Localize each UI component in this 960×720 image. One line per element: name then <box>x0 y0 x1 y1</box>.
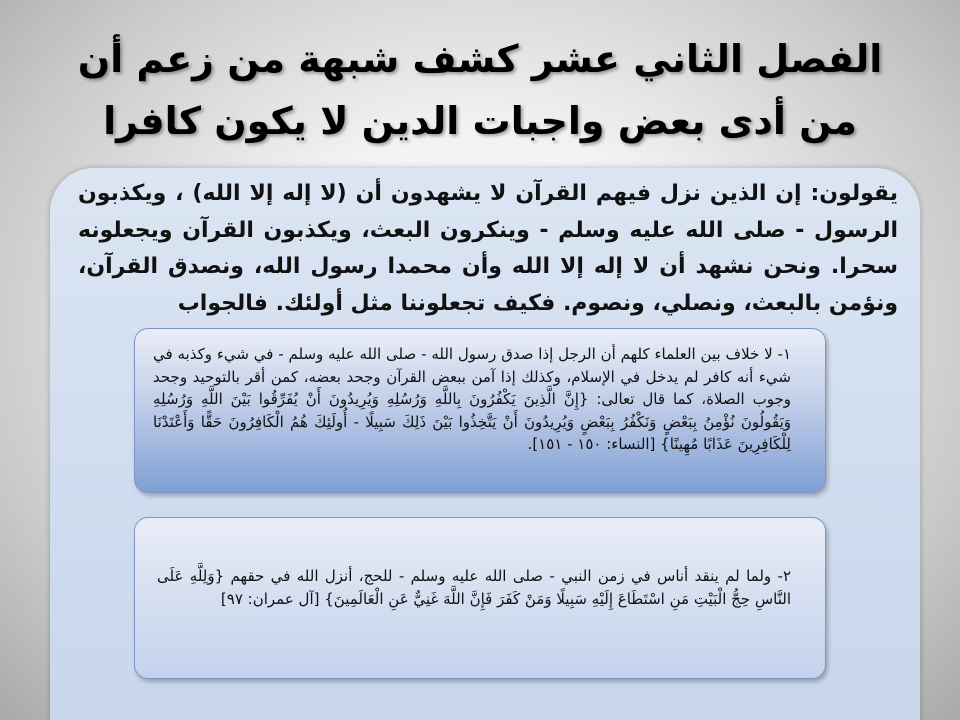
slide-title: الفصل الثاني عشر كشف شبهة من زعم أن من أدى بعض واجبات الدين لا يكون كافرا <box>77 37 883 143</box>
answer-text-2: ٢- ولما لم ينقد أناس في زمن النبي - صلى الله عليه وسلم - للحج، أنزل الله في حقهم {وَلِلَّهِ عَلَى النَّاسِ حِجُّ الْبَيْتِ مَنِ اسْتَطَاعَ إِلَيْهِ سَبِيلًا وَمَنْ كَفَرَ فَإِنَّ اللَّهَ غَنِيٌّ عَنِ الْعَالَمِينَ} [آل عمران: ٩٧] <box>157 567 791 608</box>
answer-box-1 <box>134 328 826 493</box>
answer-text-1: ١- لا خلاف بين العلماء كلهم أن الرجل إذا صدق رسول الله - صلى الله عليه وسلم - في شيء وكذبه في شيء أنه كافر لم يدخل في الإسلام، وكذلك إذا آمن ببعض القرآن وجحد بعضه، كمن أقر بالتوحيد وجحد وجوب الصلاة، كما قال تعالى: {إِنَّ الَّذِينَ يَكْفُرُونَ بِاللَّهِ وَرُسُلِهِ وَيُرِيدُونَ أَنْ يُفَرِّقُوا بَيْنَ اللَّهِ وَرُسُلِهِ وَيَقُولُونَ نُؤْمِنُ بِبَعْضٍ وَنَكْفُرُ بِبَعْضٍ وَيُرِيدُونَ أَنْ يَتَّخِذُوا بَيْنَ ذَلِكَ سَبِيلًا - أُولَئِكَ هُمُ الْكَافِرُونَ حَقًّا وَأَعْتَدْنَا لِلْكَافِرِينَ عَذَابًا مُهِينًا} [النساء: ١٥٠ - ١٥١]. <box>153 345 791 453</box>
intro-paragraph: يقولون: إن الذين نزل فيهم القرآن لا يشهدون أن (لا إله إلا الله) ، ويكذبون الرسول - صلى الله عليه وسلم - وينكرون البعث، ويكذبون القرآن ويجعلونه سحرا. ونحن نشهد أن لا إله إلا الله وأن محمدا رسول الله، ونصدق القرآن، ونؤمن بالبعث، ونصلي، ونصوم. فكيف تجعلوننا مثل أولئك. فالجواب <box>78 181 898 316</box>
answer-box-2 <box>134 517 826 679</box>
